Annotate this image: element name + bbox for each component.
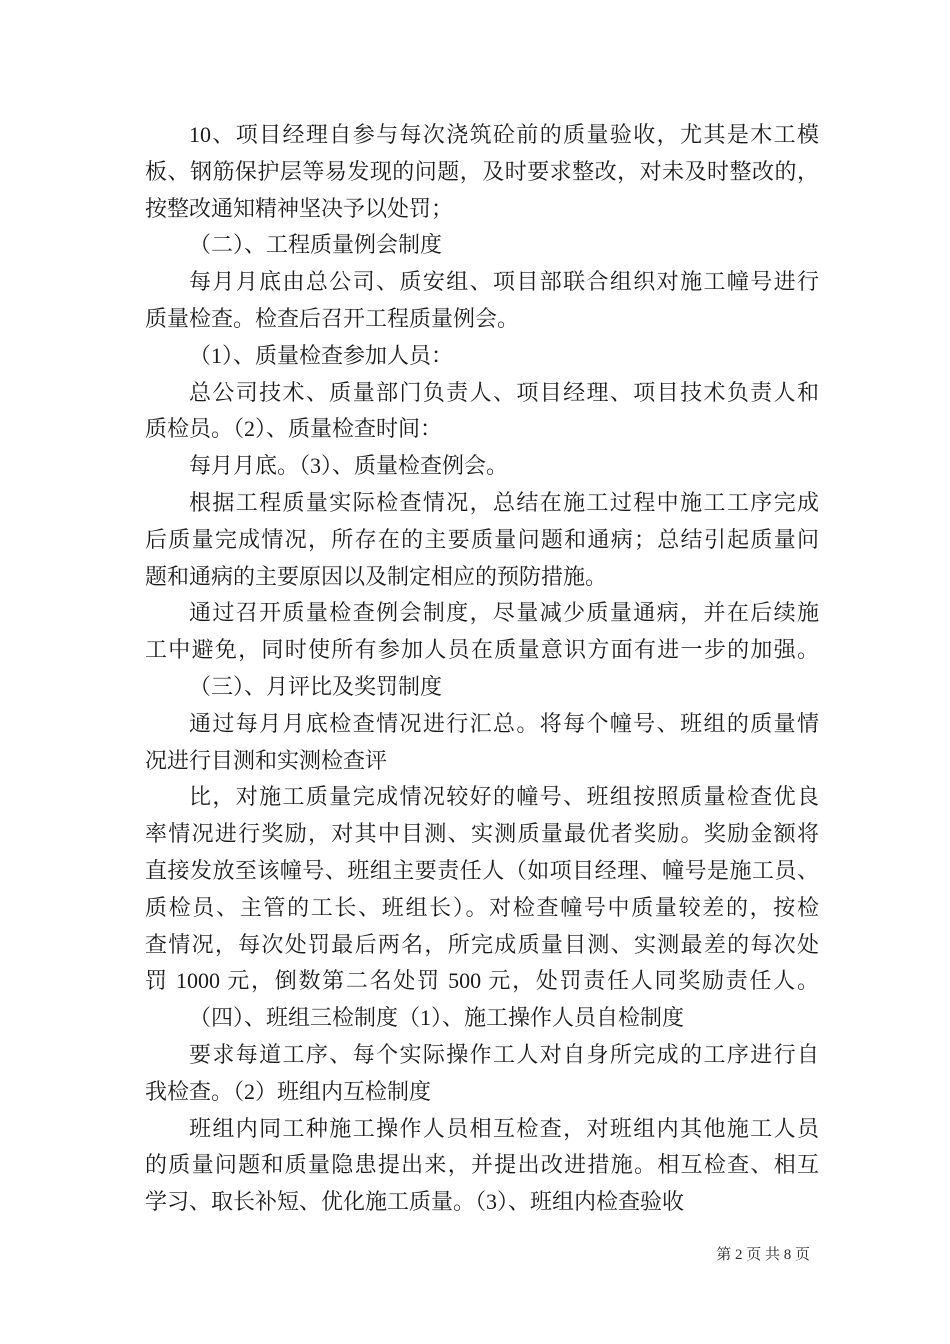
text-line: 况进行目测和实测检查评 (145, 747, 388, 773)
text-line: 10、项目经理自参与每次浇筑砼前的质量验收，尤其是木工模 (189, 122, 819, 147)
text-line: 的质量问题和质量隐患提出来，并提出改进措施。相互检查、相互 (145, 1152, 819, 1178)
text-line: 后质量完成情况，所存在的主要质量问题和通病；总结引起质量问 (145, 526, 819, 552)
text-line: 比，对施工质量完成情况较好的幢号、班组按照质量检查优良 (189, 784, 819, 810)
page-number-label: 第 2 页 共 8 页 (716, 1247, 810, 1263)
text-line: （二）、工程质量例会制度 (189, 232, 443, 258)
text-line: 工中避免，同时使所有参加人员在质量意识方面有进一步的加强。 (145, 637, 819, 663)
text-line: 根据工程质量实际检查情况，总结在施工过程中施工工序完成 (189, 489, 819, 515)
text-line: 班组内同工种施工操作人员相互检查，对班组内其他施工人员 (189, 1115, 819, 1141)
text-line: 按整改通知精神坚决予以处罚； (145, 195, 454, 221)
text-line: 质检员。（2）、质量检查时间： (145, 416, 443, 442)
text-line: 题和通病的主要原因以及制定相应的预防措施。 (145, 563, 608, 589)
text-line: 总公司技术、质量部门负责人、项目经理、项目技术负责人和 (189, 379, 819, 405)
text-line: 板、钢筋保护层等易发现的问题，及时要求整改，对未及时整改的， (145, 158, 819, 184)
text-line: 我检查。（2）班组内互检制度 (145, 1078, 432, 1104)
text-line: （四）、班组三检制度（1）、施工操作人员自检制度 (189, 1005, 685, 1031)
text-line: 直接发放至该幢号、班组主要责任人（如项目经理、幢号是施工员、 (145, 857, 819, 883)
document-body (145, 117, 819, 1221)
text-line: 质量检查。检查后召开工程质量例会。 (145, 305, 520, 331)
text-line: （1）、质量检查参加人员： (189, 342, 454, 368)
text-line: 通过召开质量检查例会制度，尽量减少质量通病，并在后续施 (189, 600, 819, 626)
text-line: 查情况，每次处罚最后两名，所完成质量目测、实测最差的每次处 (145, 931, 819, 957)
text-line: 学习、取长补短、优化施工质量。（3）、班组内检查验收 (145, 1189, 685, 1215)
text-line: （三）、月评比及奖罚制度 (189, 673, 443, 699)
page-footer (716, 1245, 810, 1265)
text-line: 率情况进行奖励，对其中目测、实测质量最优者奖励。奖励金额将 (145, 821, 819, 847)
text-line: 通过每月月底检查情况进行汇总。将每个幢号、班组的质量情 (189, 710, 819, 736)
text-line: 每月月底。（3）、质量检查例会。 (189, 453, 509, 479)
text-line: 每月月底由总公司、质安组、项目部联合组织对施工幢号进行 (189, 269, 819, 295)
text-line: 要求每道工序、每个实际操作工人对自身所完成的工序进行自 (189, 1041, 819, 1067)
text-line: 质检员、主管的工长、班组长）。对检查幢号中质量较差的，按检 (145, 894, 819, 920)
text-line: 罚 1000 元，倒数第二名处罚 500 元，处罚责任人同奖励责任人。 (145, 968, 819, 994)
